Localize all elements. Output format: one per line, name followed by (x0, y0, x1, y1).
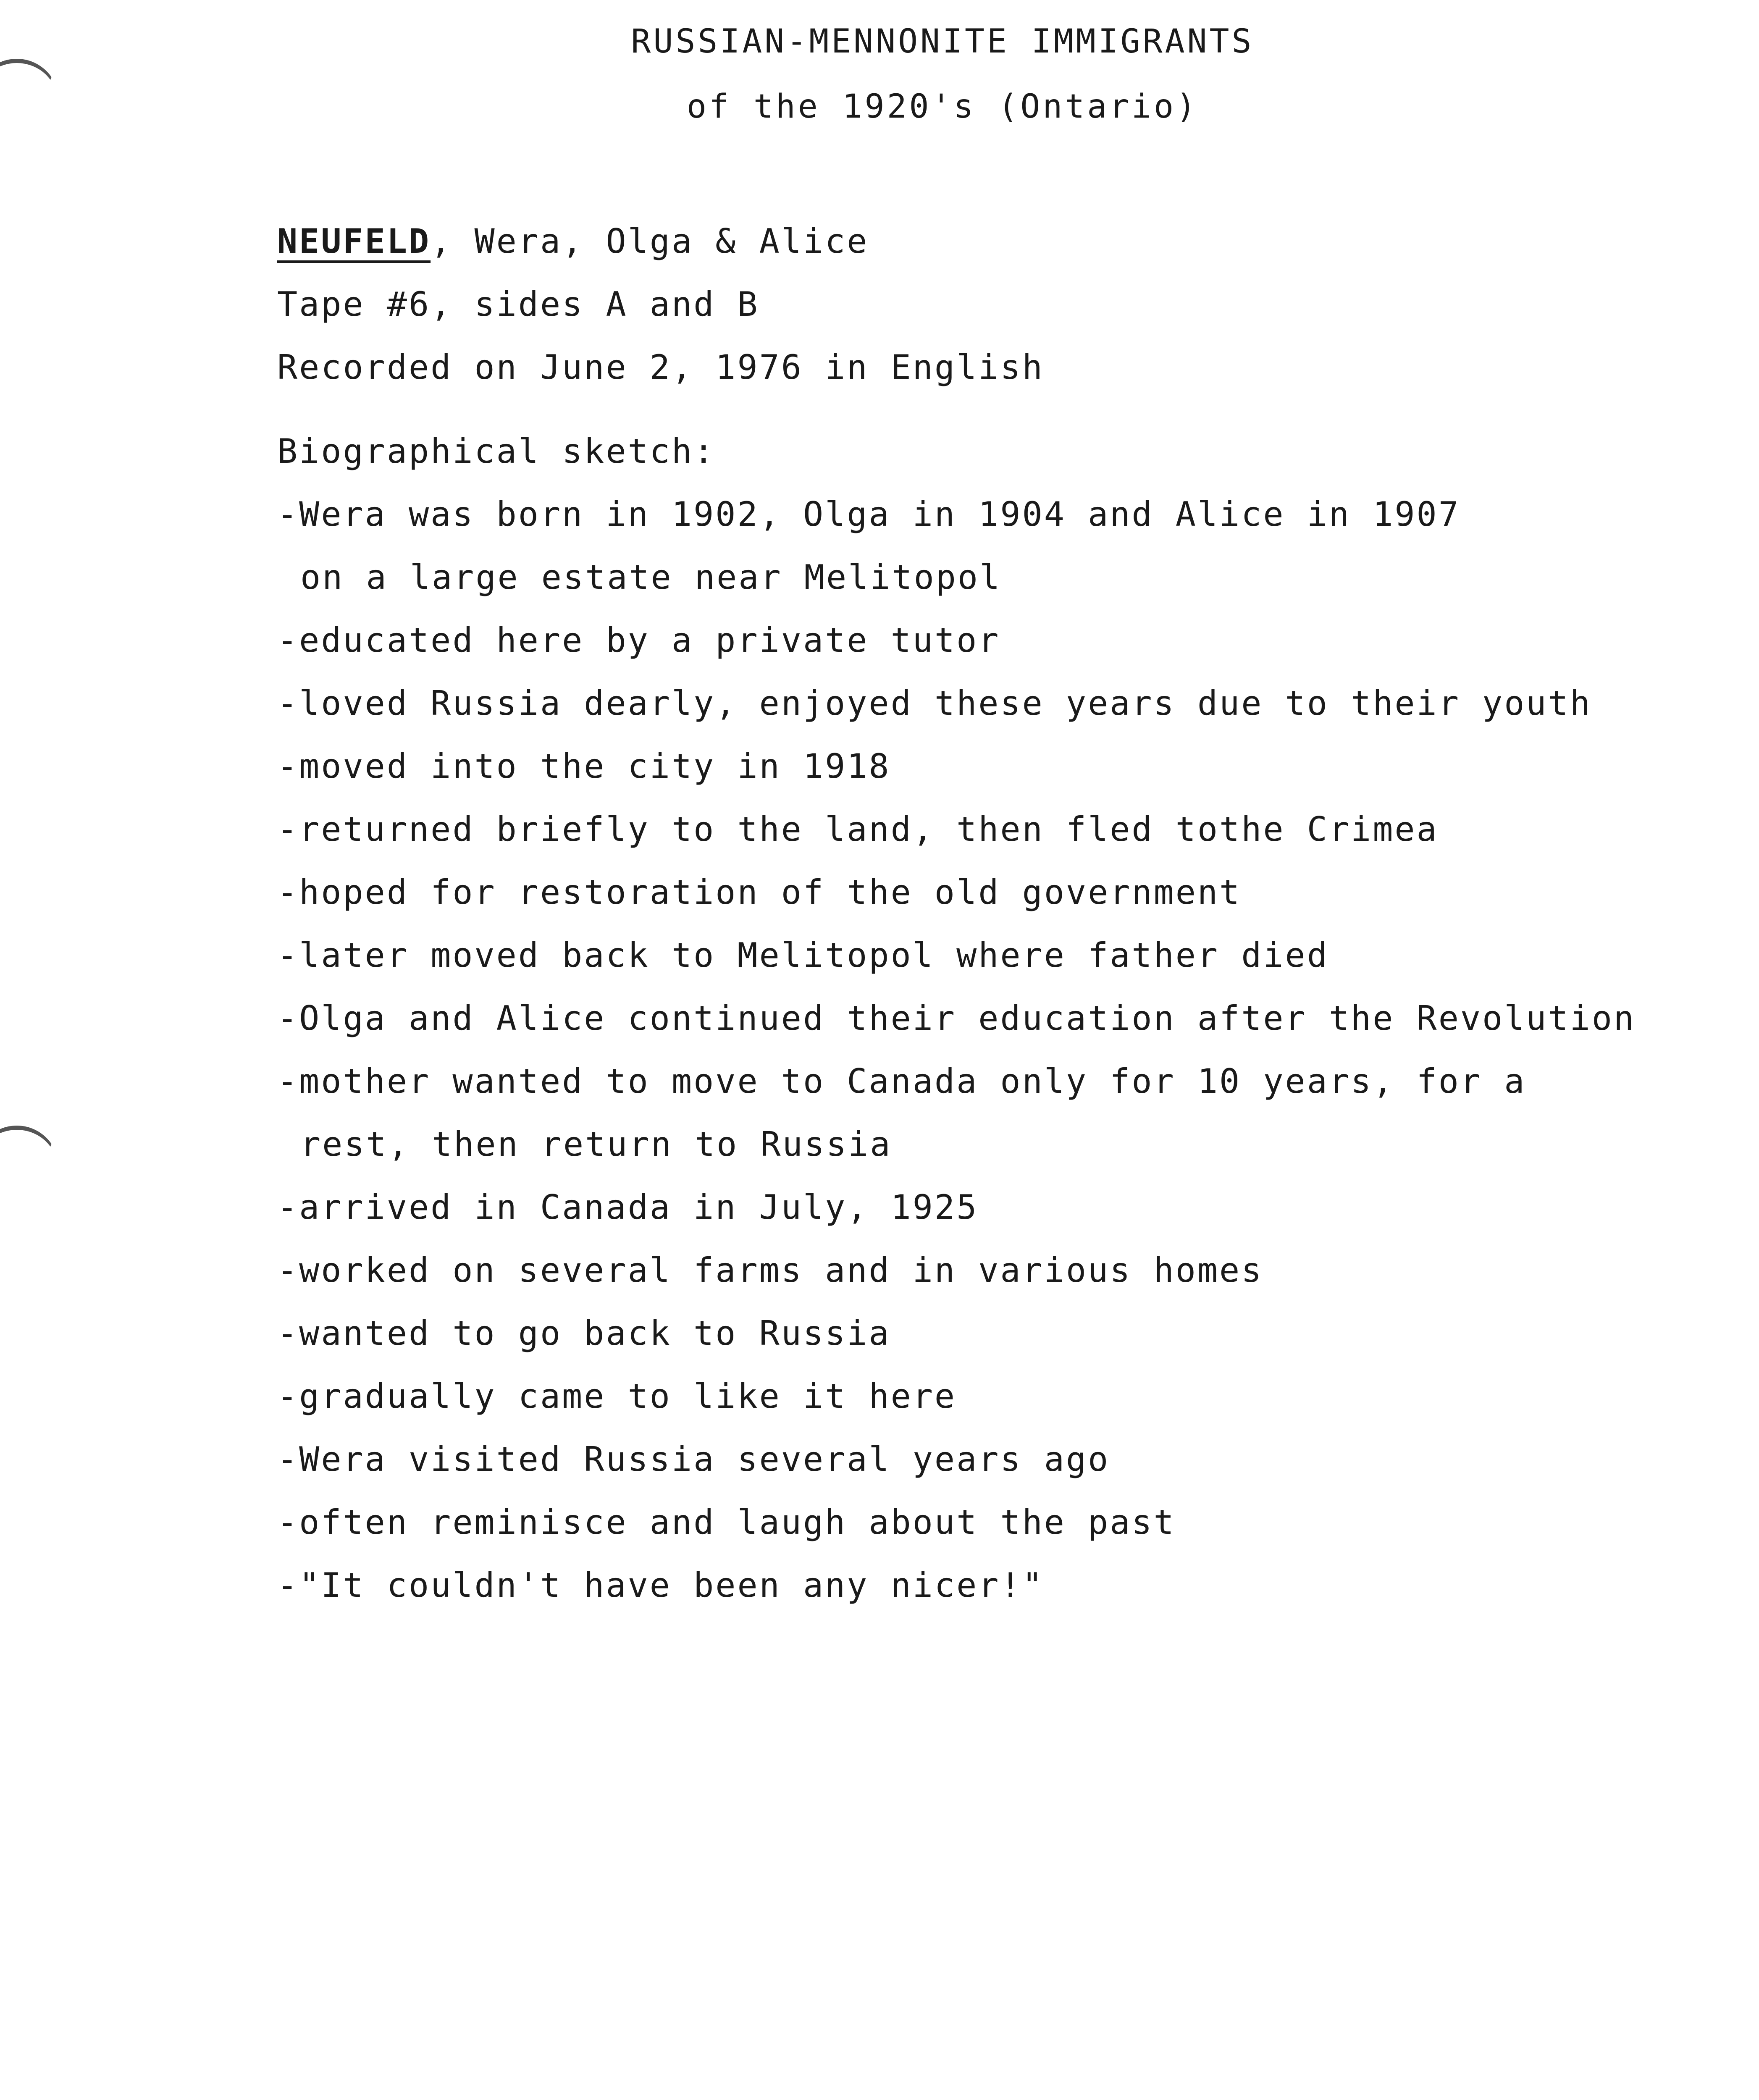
sketch-line: -later moved back to Melitopol where father died (277, 936, 1329, 975)
sketch-line: -"It couldn't have been any nicer!" (277, 1566, 1044, 1605)
sketch-line: -loved Russia dearly, enjoyed these years due to their youth (277, 684, 1592, 723)
sketch-line: -returned briefly to the land, then fled tothe Crimea (277, 810, 1439, 849)
record-recorded: Recorded on June 2, 1976 in English (277, 348, 1044, 387)
record-body (277, 210, 1739, 1617)
sketch-line: -Olga and Alice continued their education after the Revolution (277, 999, 1636, 1038)
sketch-line: -worked on several farms and in various homes (277, 1251, 1263, 1290)
record-given-names: , Wera, Olga & Alice (431, 222, 869, 261)
sketch-heading: Biographical sketch: (277, 432, 716, 471)
sketch-line: -often reminisce and laugh about the past (277, 1503, 1176, 1542)
record-names-line (277, 210, 1739, 273)
sketch-line: -educated here by a private tutor (277, 621, 1000, 660)
sketch-line: -moved into the city in 1918 (277, 747, 891, 786)
document-subtitle: of the 1920's (Ontario) (686, 88, 1199, 126)
sketch-line: -mother wanted to move to Canada only for 10 years, for a (277, 1062, 1526, 1101)
sketch-line: -Wera was born in 1902, Olga in 1904 and Alice in 1907 (277, 495, 1460, 534)
sketch-line: -arrived in Canada in July, 1925 (277, 1188, 979, 1227)
sketch-line: on a large estate near Melitopol (300, 558, 1002, 597)
sketch-line: -Wera visited Russia several years ago (277, 1440, 1110, 1479)
record-surname: NEUFELD (277, 222, 431, 261)
document-title: RUSSIAN-MENNONITE IMMIGRANTS (631, 23, 1254, 60)
sketch-line: -gradually came to like it here (277, 1377, 957, 1416)
sketch-line: -hoped for restoration of the old government (277, 873, 1242, 912)
sketch-line: rest, then return to Russia (300, 1125, 892, 1164)
binder-hole (0, 1126, 59, 1210)
sketch-line: -wanted to go back to Russia (277, 1314, 891, 1353)
record-tape: Tape #6, sides A and B (277, 285, 759, 324)
